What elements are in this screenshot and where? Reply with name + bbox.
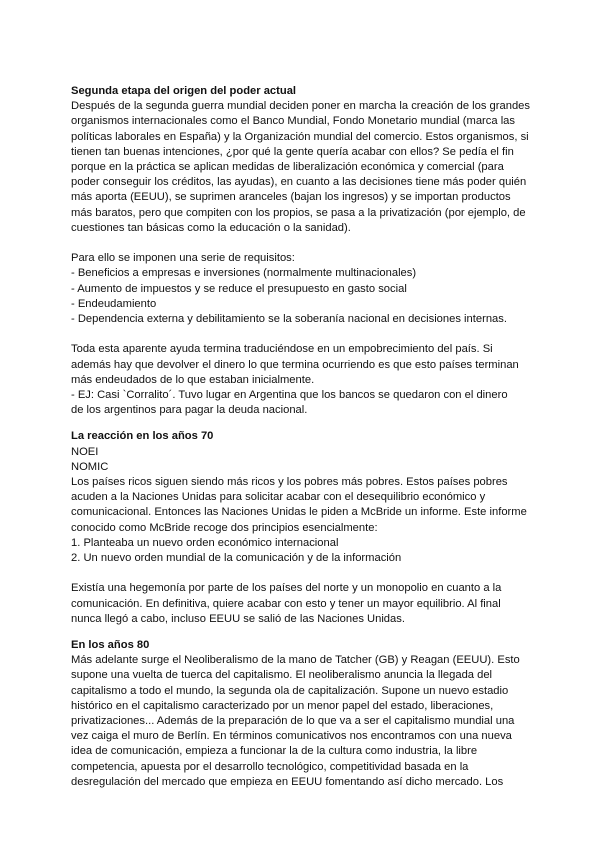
paragraph xyxy=(71,342,552,418)
text-line: políticas laborales en España) y la Organización mundial del comercio. Estos organismos, si xyxy=(71,130,529,143)
text-line: poder conseguir los créditos, las ayudas), en cuanto a las decisiones tiene más poder quién xyxy=(71,176,527,189)
text-line: idea de comunicación, empieza a funcionar la de la cultura como industria, la libre xyxy=(71,745,478,758)
text-line: privatizaciones... Además de la preparación de lo que va a ser el capitalismo mundial una xyxy=(71,715,515,728)
paragraph xyxy=(71,99,552,236)
text-line: NOMIC xyxy=(71,460,109,473)
section-spacer xyxy=(71,418,552,429)
paragraph xyxy=(71,581,552,627)
text-line: comunicacional. Entonces las Naciones Unidas le piden a McBride un informe. Este informe xyxy=(71,506,527,519)
text-line: supone una vuelta de tuerca del capitalismo. El neoliberalismo anuncia la llegada del xyxy=(71,669,493,682)
section-title: En los años 80 xyxy=(71,639,150,652)
list-item: - Beneficios a empresas e inversiones (normalmente multinacionales) xyxy=(71,267,417,280)
list-item: - Dependencia externa y debilitamiento se la soberanía nacional en decisiones internas. xyxy=(71,313,507,326)
text-line: porque en la práctica se aplican medidas de liberalización económica y comercial (para xyxy=(71,161,504,174)
paragraph xyxy=(71,653,552,790)
text-line: nunca llegó a cabo, incluso EEUU se salió de las Naciones Unidas. xyxy=(71,612,405,625)
requirements-list xyxy=(71,251,552,327)
text-line: desregulación del mercado que empieza en EEUU fomentando así dicho mercado. Los xyxy=(71,775,504,788)
text-line: competencia, apuesta por el desarrollo tecnológico, competitividad basada en la xyxy=(71,760,469,773)
text-line: Toda esta aparente ayuda termina traduciéndose en un empobrecimiento del país. Si xyxy=(71,343,493,356)
text-line: - EJ: Casi `Corralito´. Tuvo lugar en Argentina que los bancos se quedaron con el dinero xyxy=(71,389,508,402)
list-item: 1. Planteaba un nuevo orden económico internacional xyxy=(71,536,339,549)
text-line: además hay que devolver el dinero lo que termina ocurriendo es que esto países terminan xyxy=(71,358,519,371)
paragraph-spacer xyxy=(71,236,552,251)
list-item: - Aumento de impuestos y se reduce el presupuesto en gasto social xyxy=(71,282,407,295)
text-line: cuestiones tan básicas como la educación o la sanidad). xyxy=(71,221,351,234)
list-intro: Para ello se imponen una serie de requisitos: xyxy=(71,252,295,265)
text-line: de los argentinos para pagar la deuda nacional. xyxy=(71,404,308,417)
text-line: conocido como McBride recoge dos principios esencialmente: xyxy=(71,521,378,534)
text-line: histórico en el capitalismo caracterizado por un menor papel del estado, liberaciones, xyxy=(71,699,494,712)
text-line: más baratos, pero que compiten con los propios, se pasa a la privatización (por ejemplo, de xyxy=(71,206,526,219)
text-line: organismos internacionales como el Banco Mundial, Fondo Monetario mundial (marca las xyxy=(71,115,515,128)
text-line: Después de la segunda guerra mundial deciden poner en marcha la creación de los grandes xyxy=(71,100,530,113)
text-line: vez caiga el muro de Berlín. En términos comunicativos nos encontramos con una nueva xyxy=(71,730,512,743)
paragraph xyxy=(71,445,552,567)
section-title: La reacción en los años 70 xyxy=(71,430,214,443)
text-line: Los países ricos siguen siendo más ricos y los pobres más pobres. Estos países pobres xyxy=(71,476,508,489)
text-line: Existía una hegemonía por parte de los países del norte y un monopolio en cuanto a la xyxy=(71,582,502,595)
text-line: comunicación. En definitiva, quiere acabar con esto y tener un mayor equilibrio. Al final xyxy=(71,597,501,610)
text-line: más aporta (EEUU), se suprimen aranceles (bajan los ingresos) y se importan productos xyxy=(71,191,511,204)
text-line: NOEI xyxy=(71,445,99,458)
text-line: Más adelante surge el Neoliberalismo de la mano de Tatcher (GB) y Reagan (EEUU). Esto xyxy=(71,654,520,667)
paragraph-spacer xyxy=(71,566,552,581)
section-title: Segunda etapa del origen del poder actual xyxy=(71,85,297,97)
text-line: más endeudados de lo que estaban inicialmente. xyxy=(71,373,315,386)
section-spacer xyxy=(71,627,552,638)
list-item: 2. Un nuevo orden mundial de la comunicación y de la información xyxy=(71,552,402,565)
text-line: acuden a la Naciones Unidas para solicitar acabar con el desequilibrio económico y xyxy=(71,491,486,504)
paragraph-spacer xyxy=(71,327,552,342)
text-line: tienen tan buenas intenciones, ¿por qué la gente quería acabar con ellos? Se pedía el fin xyxy=(71,145,514,158)
text-line: capitalismo a todo el mundo, la segunda ola de capitalización. Supone un nuevo estadio xyxy=(71,684,509,697)
list-item: - Endeudamiento xyxy=(71,297,157,310)
